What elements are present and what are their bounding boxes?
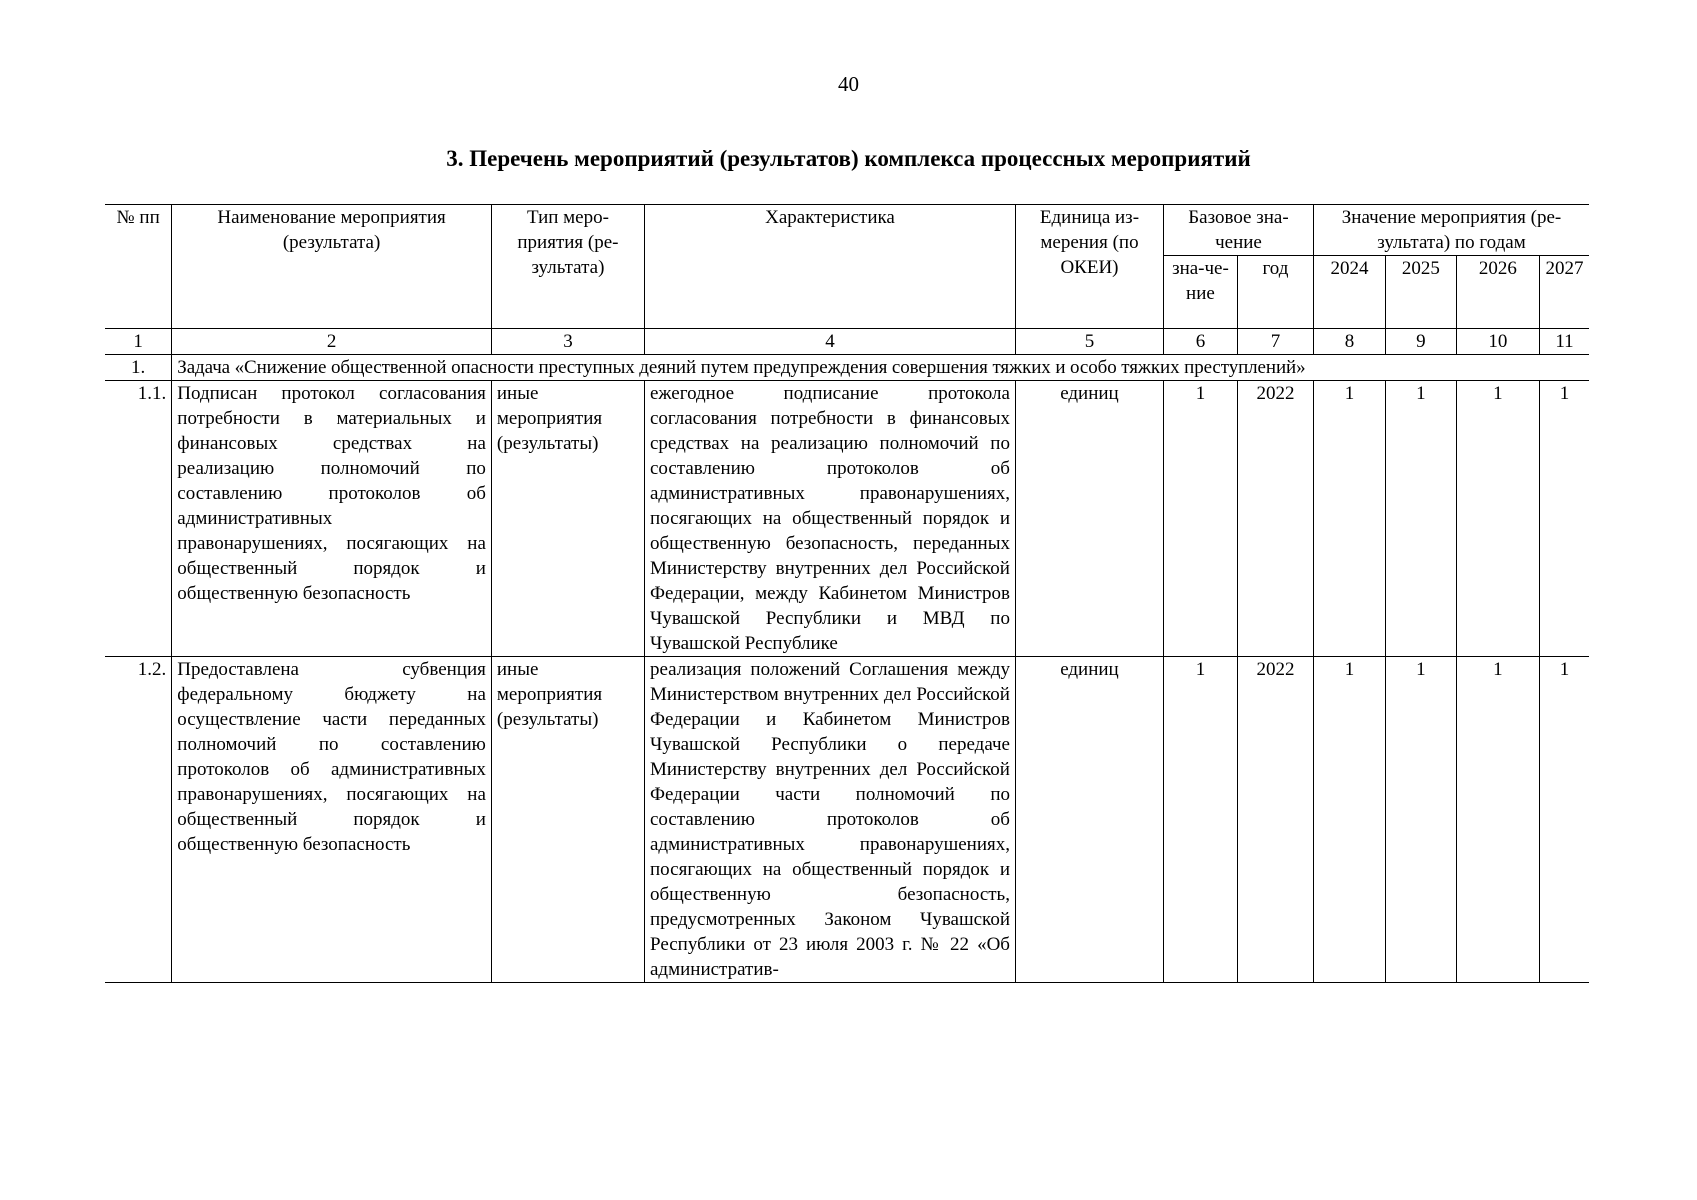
column-number: 6 — [1163, 329, 1237, 355]
row-type: иные мероприятия (результаты) — [491, 657, 644, 983]
header-unit: Единица из-мерения (по ОКЕИ) — [1015, 205, 1163, 329]
header-row — [105, 205, 1589, 256]
row-characteristic: ежегодное подписание протокола согласования потребности в финансовых средствах на реализацию полномочий по составлению протоколов об административных правонарушениях, посягающих на общественный порядок и общественную безопасность, переданных Министерству внутренних дел Российской Федерации, между Кабинетом Министров Чувашской Республики и МВД по Чувашской Республике — [645, 381, 1016, 657]
row-name: Предоставлена субвенция федеральному бюджету на осуществление части переданных полномочий по составлению протоколов об административных правонарушениях, посягающих на общественный порядок и общественную безопасность — [172, 657, 492, 983]
row-value-2027: 1 — [1540, 381, 1589, 657]
header-year-2025: 2025 — [1385, 256, 1456, 329]
header-base: Базовое зна-чение — [1163, 205, 1313, 256]
header-base-value: зна-че-ние — [1163, 256, 1237, 329]
column-number: 11 — [1540, 329, 1589, 355]
header-year-2027: 2027 — [1540, 256, 1589, 329]
header-type: Тип меро-приятия (ре-зультата) — [491, 205, 644, 329]
row-base-value: 1 — [1163, 657, 1237, 983]
row-characteristic: реализация положений Соглашения между Министерством внутренних дел Российской Федерации и Кабинетом Министров Чувашской Республики о передаче Министерству внутренних дел Российской Федерации части полномочий по составлению протоколов об административных правонарушениях, посягающих на общественный порядок и общественную безопасность, предусмотренных Законом Чувашской Республики от 23 июля 2003 г. № 22 «Об административ- — [645, 657, 1016, 983]
row-value-2025: 1 — [1385, 657, 1456, 983]
column-number: 8 — [1313, 329, 1385, 355]
row-base-value: 1 — [1163, 381, 1237, 657]
row-unit: единиц — [1015, 381, 1163, 657]
column-number: 4 — [645, 329, 1016, 355]
row-value-2024: 1 — [1313, 657, 1385, 983]
row-num: 1.2. — [105, 657, 172, 983]
task-text: Задача «Снижение общественной опасности преступных деяний путем предупреждения совершения тяжких и особо тяжких преступлений» — [172, 355, 1589, 381]
column-number: 9 — [1385, 329, 1456, 355]
row-value-2026: 1 — [1456, 657, 1539, 983]
task-num: 1. — [105, 355, 172, 381]
column-number: 7 — [1237, 329, 1313, 355]
row-value-2027: 1 — [1540, 657, 1589, 983]
column-number: 5 — [1015, 329, 1163, 355]
header-year-2026: 2026 — [1456, 256, 1539, 329]
header-characteristic: Характеристика — [645, 205, 1016, 329]
column-number: 2 — [172, 329, 492, 355]
activities-table — [105, 204, 1589, 983]
row-type: иные мероприятия (результаты) — [491, 381, 644, 657]
row-value-2026: 1 — [1456, 381, 1539, 657]
header-base-year: год — [1237, 256, 1313, 329]
row-value-2024: 1 — [1313, 381, 1385, 657]
column-number-row — [105, 329, 1589, 355]
header-num: № пп — [105, 205, 172, 329]
header-year-2024: 2024 — [1313, 256, 1385, 329]
row-num: 1.1. — [105, 381, 172, 657]
header-values-by-year: Значение мероприятия (ре-зультата) по годам — [1313, 205, 1589, 256]
column-number: 10 — [1456, 329, 1539, 355]
page-number: 40 — [838, 72, 859, 96]
row-value-2025: 1 — [1385, 381, 1456, 657]
row-base-year: 2022 — [1237, 657, 1313, 983]
row-base-year: 2022 — [1237, 381, 1313, 657]
table-row — [105, 381, 1589, 657]
table-row — [105, 657, 1589, 983]
row-unit: единиц — [1015, 657, 1163, 983]
row-name: Подписан протокол согласования потребности в материальных и финансовых средствах на реализацию полномочий по составлению протоколов об административных правонарушениях, посягающих на общественный порядок и общественную безопасность — [172, 381, 492, 657]
page-title: 3. Перечень мероприятий (результатов) комплекса процессных мероприятий — [446, 146, 1251, 171]
header-name: Наименование мероприятия (результата) — [172, 205, 492, 329]
task-row — [105, 355, 1589, 381]
column-number: 3 — [491, 329, 644, 355]
column-number: 1 — [105, 329, 172, 355]
